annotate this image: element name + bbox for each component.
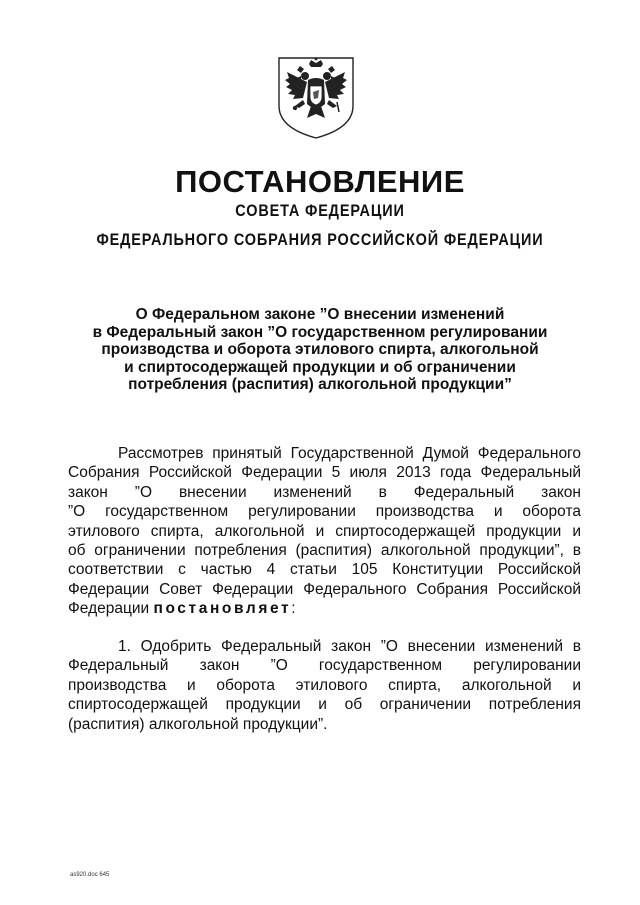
issuer-line-1: СОВЕТА ФЕДЕРАЦИИ (235, 201, 405, 220)
paragraph-line: Федерации Совет Федерации Федерального Собрания Российской (68, 580, 581, 598)
russian-coat-of-arms-icon (273, 54, 359, 140)
subject-line: производства и оборота этилового спирта, алкогольной (101, 341, 539, 359)
decree-prefix: Федерации (68, 600, 150, 618)
paragraph-line: спиртосодержащей продукции и об ограничении потребления (68, 696, 581, 714)
paragraph-line: Собрания Российской Федерации 5 июля 2013 года Федеральный (68, 464, 581, 482)
subject-line: О Федеральном законе ”О внесении изменений (135, 306, 505, 323)
subject-line: в Федеральный закон ”О государственном регулировании (92, 323, 548, 341)
paragraph-line: 1. Одобрить Федеральный закон ”О внесении изменений в (118, 638, 581, 655)
document-subject (40, 306, 600, 394)
paragraph-line: об ограничении потребления (распития) алкогольной продукции”, в (68, 542, 581, 560)
paragraph-line: закон ”О внесении изменений в Федеральный закон (68, 483, 581, 501)
decree-word: постановляет (153, 600, 292, 618)
paragraph-line: (распития) алкогольной продукции”. (68, 715, 328, 733)
document-file-code: as920.doc 645 (70, 872, 110, 878)
preamble-paragraph (68, 444, 581, 619)
paragraph-line-decree (68, 599, 581, 618)
paragraph-line: этилового спирта, алкогольной и спиртосодержащей продукции и (68, 522, 581, 540)
paragraph-line: производства и оборота этилового спирта, алкогольной и (68, 676, 581, 694)
paragraph-line: соответствии с частью 4 статьи 105 Конституции Российской (68, 561, 581, 579)
paragraph-line: Рассмотрев принятый Государственной Думой Федерального (118, 445, 581, 462)
coat-of-arms-emblem (273, 54, 359, 140)
paragraph-line: ”О государственном регулировании производства и оборота (68, 503, 581, 521)
paragraph-line: Федеральный закон ”О государственном регулировании (68, 657, 581, 675)
resolution-item-1 (68, 637, 581, 734)
subject-line: потребления (распития) алкогольной продукции” (128, 376, 512, 394)
decree-punct: : (291, 600, 296, 618)
subject-line: и спиртосодержащей продукции и об ограничении (124, 358, 516, 376)
issuer-line-2: ФЕДЕРАЛЬНОГО СОБРАНИЯ РОССИЙСКОЙ ФЕДЕРАЦИИ (96, 230, 544, 249)
document-title: ПОСТАНОВЛЕНИЕ (175, 164, 465, 199)
